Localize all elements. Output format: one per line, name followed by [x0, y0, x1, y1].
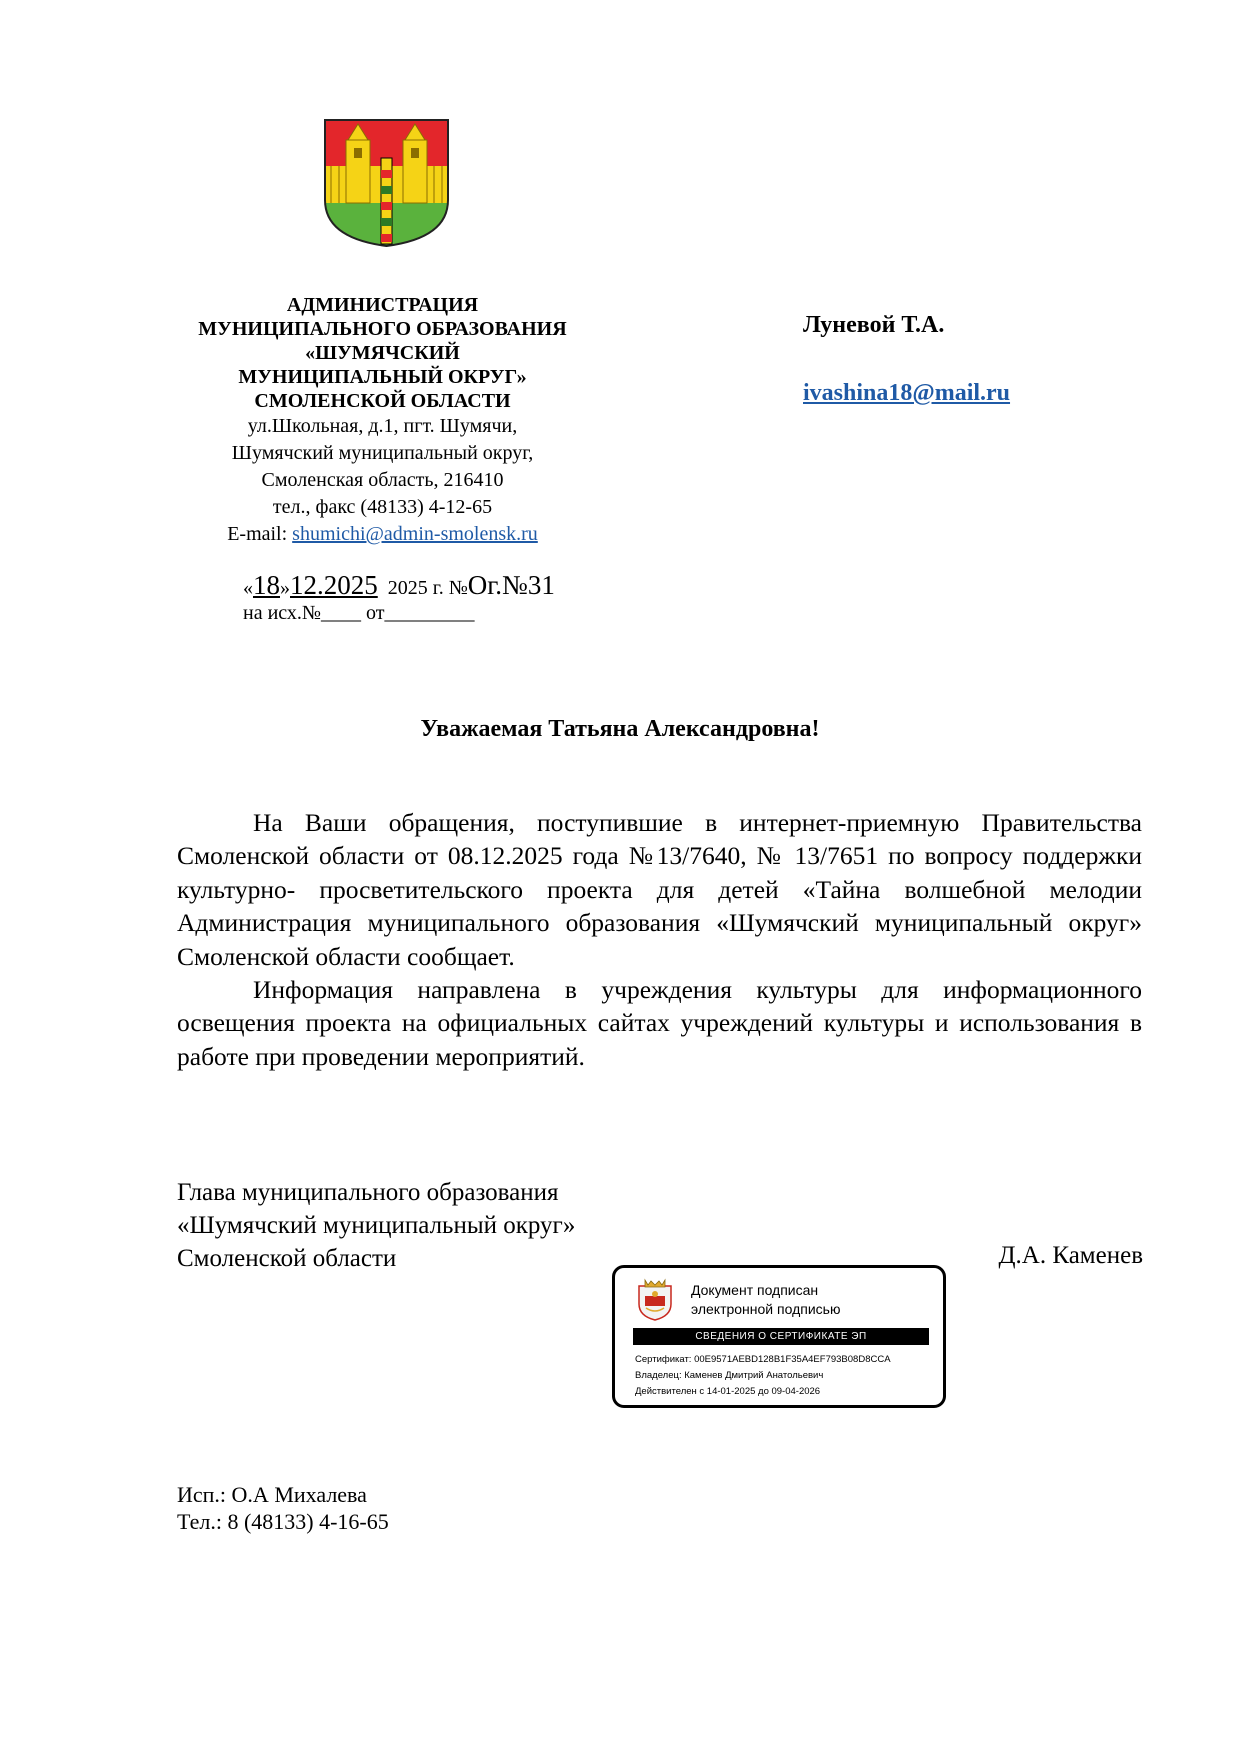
outgoing-number: Ог.№31	[467, 570, 555, 600]
sender-title-line: МУНИЦИПАЛЬНОГО ОБРАЗОВАНИЯ	[198, 318, 567, 340]
recipient-email-link[interactable]: ivashina18@mail.ru	[803, 380, 1011, 406]
executor-phone: Тел.: 8 (48133) 4-16-65	[177, 1509, 389, 1534]
executor-block	[177, 1481, 389, 1535]
regional-emblem-icon	[636, 1278, 674, 1322]
stamp-validity: Действителен с 14-01-2025 до 09-04-2026	[635, 1386, 821, 1397]
signer-name: Д.А. Каменев	[998, 1242, 1143, 1269]
sender-address-line: ул.Школьная, д.1, пгт. Шумячи,	[247, 415, 518, 437]
sender-address-line: Шумячский муниципальный округ,	[231, 442, 534, 464]
stamp-certificate-bar: СВЕДЕНИЯ О СЕРТИФИКАТЕ ЭП	[633, 1328, 929, 1345]
position-line: Смоленской области	[177, 1245, 397, 1272]
outgoing-day: 18	[253, 570, 280, 600]
sender-address-line: Смоленская область, 216410	[261, 469, 504, 491]
quote-close: »	[280, 577, 290, 599]
email-label: E-mail:	[227, 523, 293, 545]
outgoing-date-line	[243, 570, 555, 601]
greeting: Уважаемая Татьяна Александровна!	[420, 716, 820, 742]
sender-address-line: тел., факс (48133) 4-12-65	[272, 496, 493, 518]
sender-email-link[interactable]: shumichi@admin-smolensk.ru	[292, 523, 538, 545]
signature-position	[177, 1176, 575, 1275]
e-signature-stamp	[612, 1265, 946, 1408]
sender-title-line: СМОЛЕНСКОЙ ОБЛАСТИ	[254, 390, 511, 412]
position-line: «Шумячский муниципальный округ»	[177, 1212, 576, 1239]
sender-title-line: АДМИНИСТРАЦИЯ	[286, 294, 479, 316]
stamp-title-line2: электронной подписью	[691, 1301, 841, 1317]
reference-line: на исх.№____ от_________	[243, 602, 475, 624]
recipient-name: Луневой Т.А.	[803, 312, 945, 338]
sender-title-line: МУНИЦИПАЛЬНЫЙ ОКРУГ»	[238, 366, 527, 388]
stamp-title-line1: Документ подписан	[691, 1282, 819, 1298]
outgoing-year-suffix: 2025 г. №	[387, 577, 468, 599]
letter-body	[177, 806, 1142, 1073]
sender-email-line	[150, 521, 615, 548]
stamp-owner: Владелец: Каменев Дмитрий Анатольевич	[635, 1370, 824, 1381]
executor-name: Исп.: О.А Михалева	[177, 1482, 367, 1507]
coat-of-arms-icon	[323, 118, 450, 248]
body-paragraph-1: На Ваши обращения, поступившие в интернет-приемную Правительства Смоленской области от 08.12.2025 года №13/7640, № 13/7651 по вопросу поддержки культурно- просветительского проекта для детей «Тайна волшебной мелодии Администрация муниципального образования «Шумячский муниципальный округ» Смоленской области сообщает.	[177, 808, 1142, 971]
position-line: Глава муниципального образования	[177, 1179, 559, 1206]
sender-block	[150, 293, 615, 548]
sender-title-line: «ШУМЯЧСКИЙ	[305, 342, 460, 364]
quote-open: «	[243, 577, 253, 599]
outgoing-month-year: 12.2025	[290, 570, 378, 600]
stamp-certificate: Сертификат: 00E9571AEBD128B1F35A4EF793B08D8CCA	[635, 1354, 891, 1365]
body-paragraph-2: Информация направлена в учреждения культуры для информационного освещения проекта на официальных сайтах учреждений культуры и использования в работе при проведении мероприятий.	[177, 975, 1142, 1071]
